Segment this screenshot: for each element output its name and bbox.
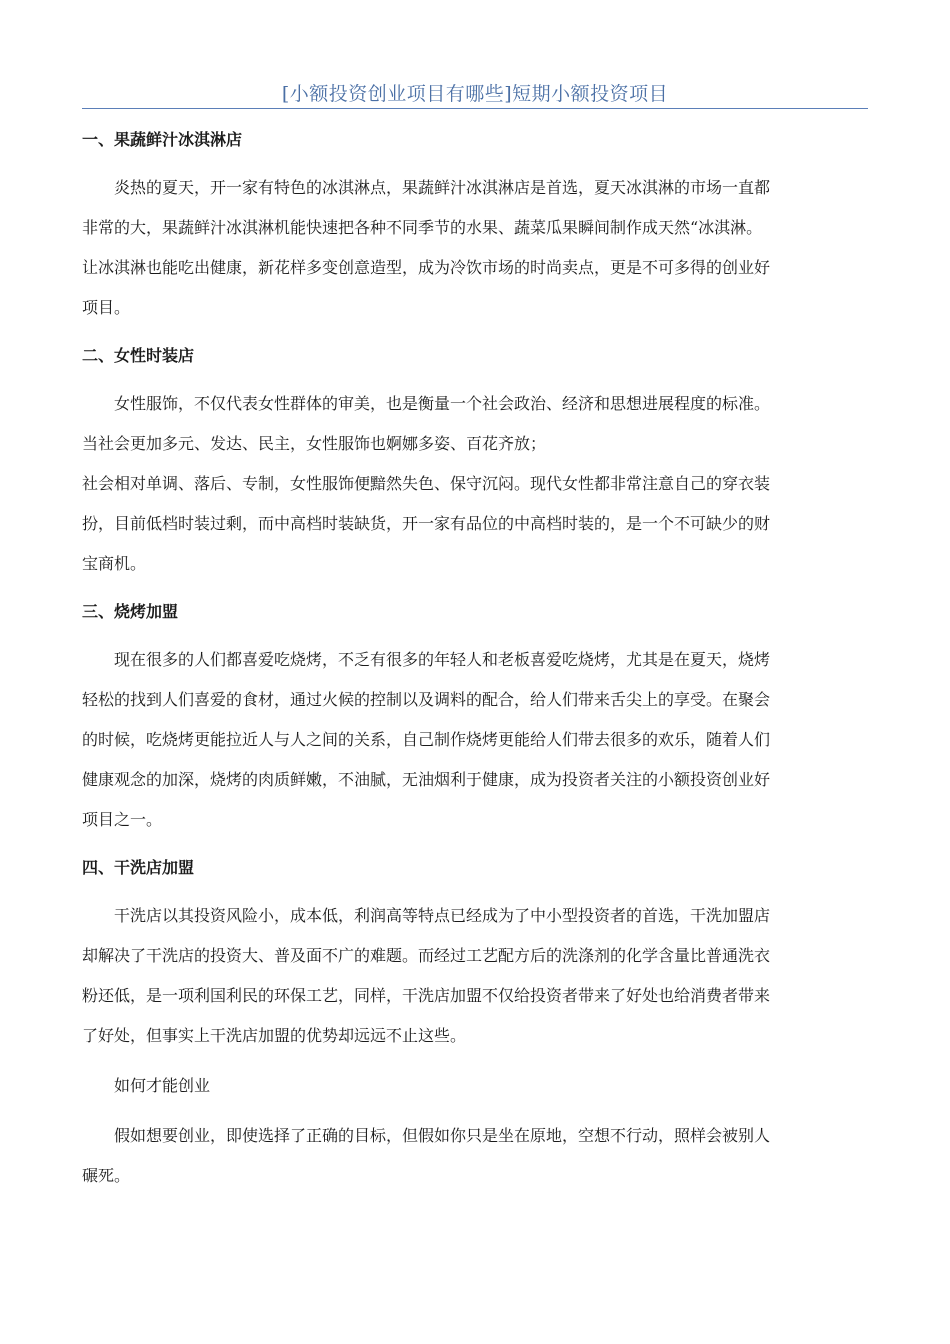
paragraph-line: 健康观念的加深，烧烤的肉质鲜嫩，不油腻，无油烟利于健康，成为投资者关注的小额投资创业好 <box>82 770 771 789</box>
paragraph-line: 社会相对单调、落后、专制，女性服饰便黯然失色、保守沉闷。现代女性都非常注意自己的穿衣装 <box>82 474 771 493</box>
paragraph-line: 了好处，但事实上干洗店加盟的优势却远远不止这些。 <box>82 1026 467 1045</box>
section-paragraph <box>82 640 868 840</box>
header-divider <box>82 108 868 109</box>
paragraph-line: 扮，目前低档时装过剩，而中高档时装缺货，开一家有品位的中高档时装的，是一个不可缺少的财 <box>82 514 771 533</box>
paragraph-line: 非常的大，果蔬鲜汁冰淇淋机能快速把各种不同季节的水果、蔬菜瓜果瞬间制作成天然“冰淇淋。 <box>82 218 763 237</box>
paragraph-line: 碾死。 <box>82 1166 131 1185</box>
document-body <box>82 122 868 1206</box>
paragraph-line: 项目之一。 <box>82 810 163 829</box>
section-heading: 三、烧烤加盟 <box>82 602 179 621</box>
section-heading: 四、干洗店加盟 <box>82 858 195 877</box>
page-header-title: [小额投资创业项目有哪些]短期小额投资项目 <box>281 83 669 105</box>
paragraph-line: 炎热的夏天，开一家有特色的冰淇淋点，果蔬鲜汁冰淇淋店是首选，夏天冰淇淋的市场一直都 <box>114 178 771 197</box>
paragraph-line: 女性服饰，不仅代表女性群体的审美，也是衡量一个社会政治、经济和思想进展程度的标准。 <box>114 394 771 413</box>
paragraph-line: 现在很多的人们都喜爱吃烧烤，不乏有很多的年轻人和老板喜爱吃烧烤，尤其是在夏天，烧烤 <box>114 650 771 669</box>
section-heading: 二、女性时装店 <box>82 346 195 365</box>
paragraph-line: 项目。 <box>82 298 131 317</box>
closing-subheading: 如何才能创业 <box>114 1076 211 1095</box>
paragraph-line: 假如想要创业，即使选择了正确的目标，但假如你只是坐在原地，空想不行动，照样会被别人 <box>114 1126 771 1145</box>
closing-paragraph <box>82 1116 868 1196</box>
paragraph-line: 却解决了干洗店的投资大、普及面不广的难题。而经过工艺配方后的洗涤剂的化学含量比普通洗衣 <box>82 946 771 965</box>
section-paragraph <box>82 168 868 328</box>
paragraph-line: 的时候，吃烧烤更能拉近人与人之间的关系，自己制作烧烤更能给人们带去很多的欢乐，随着人们 <box>82 730 771 749</box>
paragraph-line: 粉还低，是一项利国利民的环保工艺，同样，干洗店加盟不仅给投资者带来了好处也给消费者带来 <box>82 986 771 1005</box>
section-heading: 一、果蔬鲜汁冰淇淋店 <box>82 130 243 149</box>
paragraph-line: 让冰淇淋也能吃出健康，新花样多变创意造型，成为冷饮市场的时尚卖点，更是不可多得的创业好 <box>82 258 771 277</box>
paragraph-line: 宝商机。 <box>82 554 147 573</box>
section-paragraph <box>82 384 868 584</box>
paragraph-line: 当社会更加多元、发达、民主，女性服饰也婀娜多姿、百花齐放； <box>82 434 547 453</box>
closing-subheading-block <box>82 1066 868 1106</box>
paragraph-line: 轻松的找到人们喜爱的食材，通过火候的控制以及调料的配合，给人们带来舌尖上的享受。在聚会 <box>82 690 771 709</box>
paragraph-line: 干洗店以其投资风险小，成本低，利润高等特点已经成为了中小型投资者的首选，干洗加盟店 <box>114 906 771 925</box>
section-paragraph <box>82 896 868 1056</box>
